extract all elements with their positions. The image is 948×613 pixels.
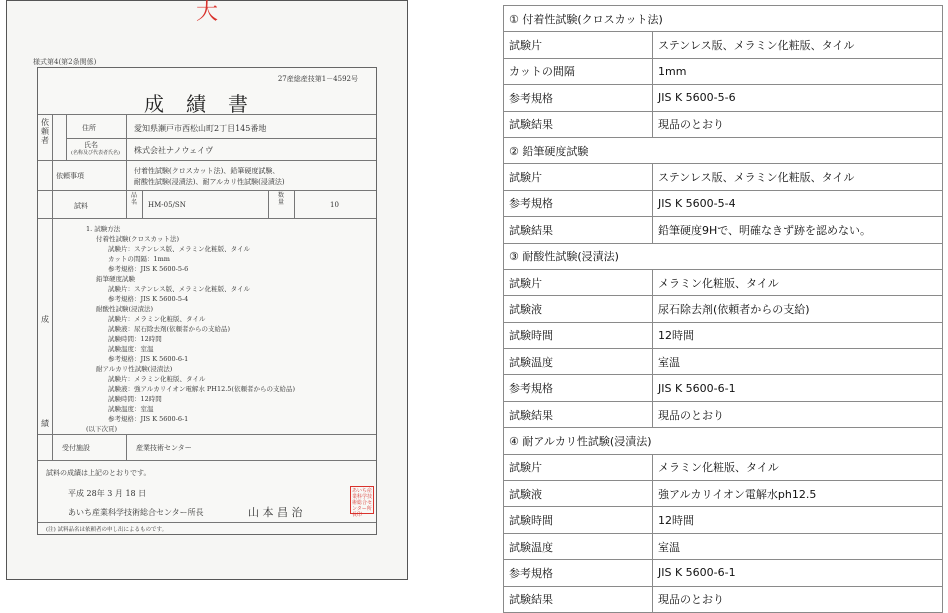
table-row [504, 507, 943, 533]
row-label: 試験結果 [504, 586, 653, 612]
row-label: カットの間隔 [504, 58, 653, 84]
results-label: 成績 [41, 315, 49, 428]
results-line: 試験片：ステンレス版、メラミン化粧版、タイル [108, 245, 251, 253]
red-stamp-mark: 大 [195, 0, 218, 25]
rule [66, 114, 67, 160]
row-value: JIS K 5600-6-1 [653, 375, 943, 401]
table-row [504, 164, 943, 190]
row-label: 試験結果 [504, 111, 653, 137]
certificate-title: 成績書 [144, 92, 270, 116]
issue-date: 平成 28年 3 月 18 日 [68, 489, 147, 498]
name-value: 株式会社ナノウェイヴ [134, 146, 214, 155]
request-value-line-2: 耐酸性試験(浸漬法)、耐アルカリ性試験(浸漬法) [134, 178, 285, 186]
results-line: 試験時間：12時間 [108, 335, 162, 343]
row-value: ステンレス版、メラミン化粧版、タイル [653, 32, 943, 58]
row-value: 鉛筆硬度9Hで、明確なきず跡を認めない。 [653, 217, 943, 243]
row-label: 試験片 [504, 164, 653, 190]
name-sublabel: (名称及び代表者氏名) [71, 150, 120, 156]
row-label: 試験片 [504, 454, 653, 480]
facility-label: 受付施設 [62, 444, 90, 452]
row-value: 室温 [653, 533, 943, 559]
table-row [504, 533, 943, 559]
section-header-row [504, 428, 943, 454]
table-row [504, 296, 943, 322]
results-line: 参考規格：JIS K 5600-6-1 [108, 355, 189, 363]
row-value: JIS K 5600-6-1 [653, 560, 943, 586]
row-value: 12時間 [653, 507, 943, 533]
rule [38, 522, 376, 523]
row-label: 試験温度 [504, 349, 653, 375]
table-row [504, 322, 943, 348]
row-value: JIS K 5600-5-6 [653, 85, 943, 111]
section-header-row [504, 6, 943, 32]
row-label: 試験結果 [504, 401, 653, 427]
official-seal: あいち産業科学技術総合センター所長印 [352, 488, 373, 518]
row-label: 試験温度 [504, 533, 653, 559]
results-line: 試験片：ステンレス版、メラミン化粧版、タイル [108, 285, 251, 293]
request-label: 依頼事項 [56, 172, 84, 180]
results-line: カットの間隔：1mm [108, 255, 170, 263]
results-line: 試験液：強アルカリイオン電解水 PH12.5(依頼者からの支給品) [108, 385, 296, 393]
row-value: JIS K 5600-5-4 [653, 190, 943, 216]
rule [38, 160, 376, 161]
row-value: 現品のとおり [653, 401, 943, 427]
request-value-line-1: 付着性試験(クロスカット法)、鉛筆硬度試験、 [134, 167, 280, 175]
table-row [504, 349, 943, 375]
test-results-table [503, 5, 943, 613]
section-header-row [504, 137, 943, 163]
row-value: メラミン化粧版、タイル [653, 454, 943, 480]
results-line: 試験温度：室温 [108, 345, 154, 353]
rule [126, 434, 127, 460]
results-line: 参考規格：JIS K 5600-5-4 [108, 295, 189, 303]
results-line: 試験片：メラミン化粧版、タイル [108, 375, 206, 383]
issuer-name: 山 本 昌 治 [248, 506, 303, 519]
section-title: ③ 耐酸性試験(浸漬法) [504, 243, 943, 269]
quantity-label: 数量 [277, 192, 284, 206]
rule [268, 190, 269, 218]
row-value: 現品のとおり [653, 586, 943, 612]
section-header-row [504, 243, 943, 269]
row-label: 試験液 [504, 481, 653, 507]
rule [38, 190, 376, 191]
row-value: 室温 [653, 349, 943, 375]
certificate-body [37, 67, 377, 535]
rule [38, 114, 376, 115]
rule [142, 190, 143, 218]
quantity-value: 10 [330, 201, 339, 209]
row-label: 試験片 [504, 32, 653, 58]
table-row [504, 111, 943, 137]
results-line: (以下次頁) [86, 425, 118, 433]
section-title: ① 付着性試験(クロスカット法) [504, 6, 943, 32]
row-label: 参考規格 [504, 375, 653, 401]
results-line: 1. 試験方法 [86, 225, 121, 233]
product-value: HM-05/SN [148, 201, 186, 209]
address-value: 愛知県瀬戸市西松山町2丁目145番地 [134, 124, 267, 133]
row-label: 参考規格 [504, 85, 653, 111]
results-line: 試験温度：室温 [108, 405, 154, 413]
table-row [504, 190, 943, 216]
table-row [504, 58, 943, 84]
table-row [504, 217, 943, 243]
requester-label: 依頼者 [41, 118, 49, 145]
table-row [504, 586, 943, 612]
product-label: 品名 [130, 192, 137, 206]
rule [66, 138, 376, 139]
rule [38, 218, 376, 219]
footnote: (注) 試料品名は依頼者の申し出によるものです。 [46, 527, 168, 533]
section-title: ④ 耐アルカリ性試験(浸漬法) [504, 428, 943, 454]
table-row [504, 85, 943, 111]
row-label: 試験結果 [504, 217, 653, 243]
row-value: 尿石除去剤(依頼者からの支給) [653, 296, 943, 322]
row-value: 12時間 [653, 322, 943, 348]
table-row [504, 269, 943, 295]
rule [52, 114, 53, 460]
table-row [504, 32, 943, 58]
results-line: 耐酸性試験(浸漬法) [96, 305, 154, 313]
row-label: 試験時間 [504, 322, 653, 348]
row-label: 試験片 [504, 269, 653, 295]
row-value: ステンレス版、メラミン化粧版、タイル [653, 164, 943, 190]
certificate-scan [6, 0, 408, 580]
results-line: 参考規格：JIS K 5600-6-1 [108, 415, 189, 423]
row-label: 参考規格 [504, 190, 653, 216]
facility-value: 産業技術センター [136, 444, 192, 452]
form-number: 様式第4(第2条関係) [33, 58, 97, 66]
results-line: 試験時間：12時間 [108, 395, 162, 403]
issuer-organization: あいち産業科学技術総合センター所長 [68, 508, 204, 517]
row-value: 現品のとおり [653, 111, 943, 137]
results-line: 参考規格：JIS K 5600-5-6 [108, 265, 189, 273]
rule [294, 190, 295, 218]
rule [38, 434, 376, 435]
results-line: 試験片：メラミン化粧版、タイル [108, 315, 206, 323]
section-title: ② 鉛筆硬度試験 [504, 137, 943, 163]
name-label: 氏名 [84, 141, 98, 149]
table-row [504, 481, 943, 507]
row-label: 試験液 [504, 296, 653, 322]
row-value: 強アルカリイオン電解水ph12.5 [653, 481, 943, 507]
row-value: メラミン化粧版、タイル [653, 269, 943, 295]
results-line: 鉛筆硬度試験 [96, 275, 135, 283]
row-value: 1mm [653, 58, 943, 84]
address-label: 住所 [82, 124, 96, 132]
results-line: 試験液：尿石除去剤(依頼者からの支給品) [108, 325, 231, 333]
row-label: 参考規格 [504, 560, 653, 586]
rule [38, 460, 376, 461]
rule [126, 114, 127, 218]
statement: 試料の成績は上記のとおりです。 [46, 469, 151, 477]
row-label: 試験時間 [504, 507, 653, 533]
sample-label: 試料 [74, 202, 88, 210]
table-row [504, 454, 943, 480]
results-line: 耐アルカリ性試験(浸漬法) [96, 365, 173, 373]
table-row [504, 401, 943, 427]
table-row [504, 560, 943, 586]
results-line: 付着性試験(クロスカット法) [96, 235, 180, 243]
certificate-number: 27産総産技第1－4592号 [277, 75, 358, 83]
table-row [504, 375, 943, 401]
